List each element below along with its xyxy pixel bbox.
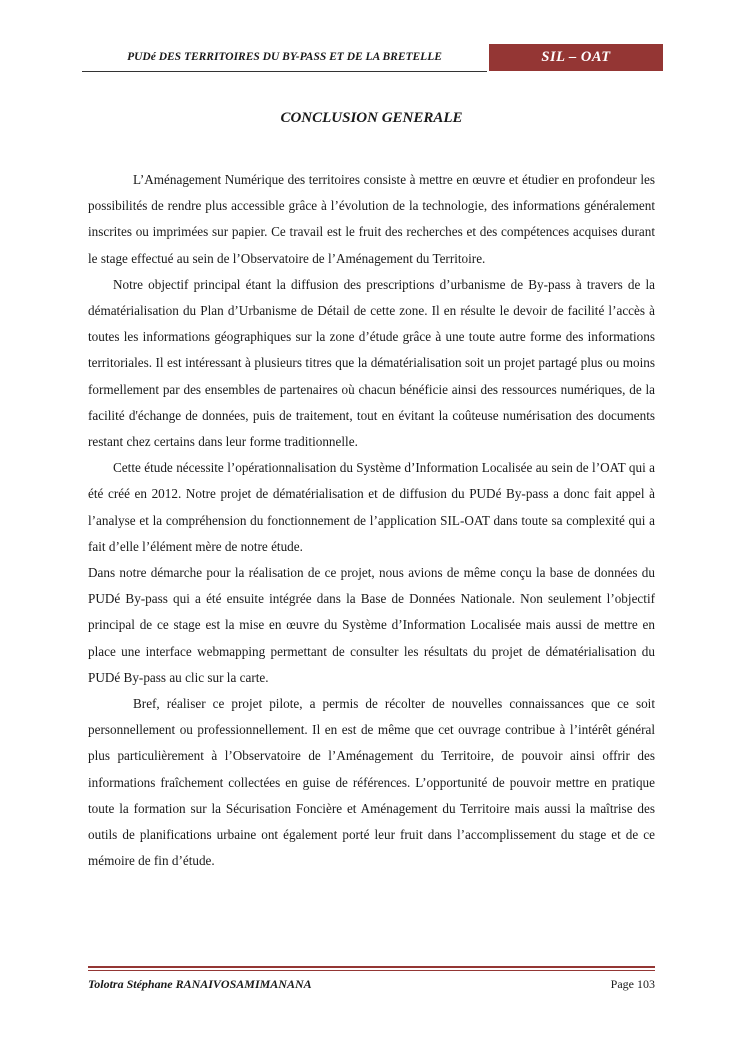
header-organization-badge: SIL – OAT [489, 44, 663, 71]
paragraph: Notre objectif principal étant la diffusion des prescriptions d’urbanisme de By-pass à travers de la dématérialisation du Plan d’Urbanisme de Détail de cette zone. Il en résulte le devoir de facilité l’accès à toutes les informations géographiques sur la zone d’étude grâce à une toute autre forme des informations territoriales. Il est intéressant à plusieurs titres que la dématérialisation soit un projet partagé plus ou moins formellement par des ensembles de partenaires où chacun bénéficie ainsi des ressources numériques, de la facilité d'échange de données, puis de traitement, tout en évitant la coûteuse numérisation des documents restant chez certains dans leur forme traditionnelle. [88, 276, 655, 450]
section-title: CONCLUSION GENERALE [280, 110, 463, 126]
footer-rule-thin [88, 970, 655, 971]
footer-rule [88, 966, 655, 968]
paragraph: Cette étude nécessite l’opérationnalisation du Système d’Information Localisée au sein de l’OAT qui a été créé en 2012. Notre projet de dématérialisation et de diffusion du PUDé By-pass a donc fait appel à l’analyse et la compréhension du fonctionnement de l’application SIL-OAT dans toute sa complexité qui a fait d’elle l’élément mère de notre étude. [88, 460, 655, 554]
header-underline [82, 71, 487, 72]
header-document-title: PUDé DES TERRITOIRES DU BY-PASS ET DE LA BRETELLE [127, 51, 442, 63]
paragraph: Dans notre démarche pour la réalisation de ce projet, nous avions de même conçu la base de données du PUDé By-pass qui a été ensuite intégrée dans la Base de Données Nationale. Non seulement l’objectif principal de ce stage est la mise en œuvre du Système d’Information Localisée mais aussi de mettre en place une interface webmapping permettant de consulter les résultats du projet de dématérialisation du PUDé By-pass au clic sur la carte. [88, 565, 655, 685]
body-text [88, 167, 655, 874]
paragraph: L’Aménagement Numérique des territoires consiste à mettre en œuvre et étudier en profondeur les possibilités de rendre plus accessible grâce à l’évolution de la technologie, des informations généralement inscrites ou imprimées sur papier. Ce travail est le fruit des recherches et des compétences acquises durant le stage effectué au sein de l’Observatoire de l’Aménagement du Territoire. [88, 172, 655, 266]
page-number: Page 103 [610, 977, 655, 991]
footer-author: Tolotra Stéphane RANAIVOSAMIMANANA [88, 977, 312, 991]
paragraph: Bref, réaliser ce projet pilote, a permis de récolter de nouvelles connaissances que ce soit personnellement ou professionnellement. Il en est de même que cet ouvrage contribue à l’intérêt général plus particulièrement à l’Observatoire de l’Aménagement du Territoire, de pouvoir ainsi offrir des informations fraîchement collectées en guise de références. L’opportunité de pouvoir mettre en pratique toute la formation sur la Sécurisation Foncière et Aménagement du Territoire mais aussi la maîtrise des outils de planifications urbaine ont également porté leur fruit dans l’accomplissement du stage et de ce mémoire de fin d’étude. [88, 696, 655, 869]
page-header [82, 42, 663, 72]
